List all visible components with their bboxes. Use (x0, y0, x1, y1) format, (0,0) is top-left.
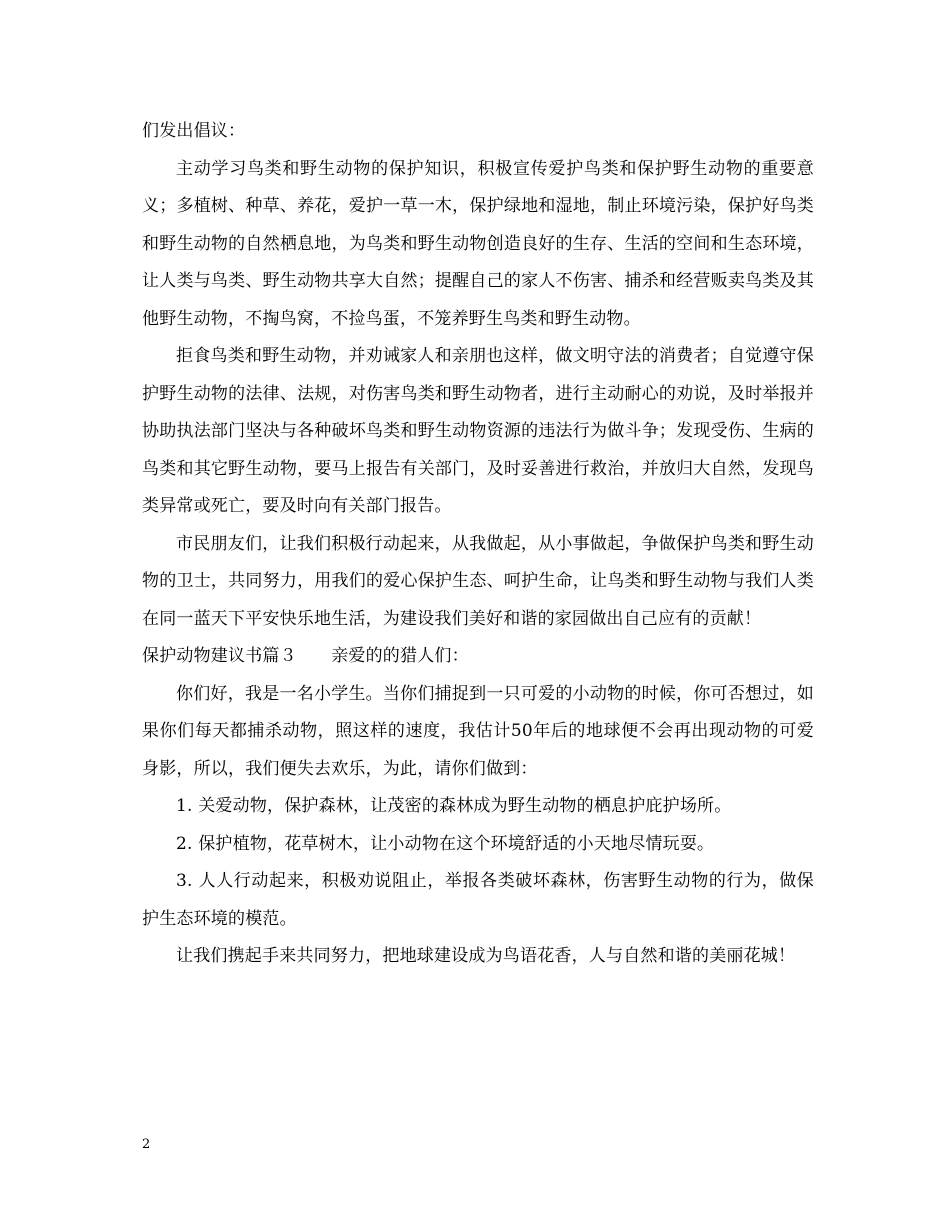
paragraph-call-to-action: 市民朋友们，让我们积极行动起来，从我做起，从小事做起，争做保护鸟类和野生动物的卫士，共同努力，用我们的爱心保护生态、呵护生命，让鸟类和野生动物与我们人类在同一蓝天下平安快乐地生活，为建设我们美好和谐的家园做出自己应有的贡献！ (142, 533, 814, 629)
list-item-2: 2. 保护植物，花草树木，让小动物在这个环境舒适的小天地尽情玩耍。 (176, 833, 715, 854)
paragraph-refuse-eat: 拒食鸟类和野生动物，并劝诫家人和亲朋也这样，做文明守法的消费者；自觉遵守保护野生动物的法律、法规，对伤害鸟类和野生动物者，进行主动耐心的劝说，及时举报并协助执法部门坚决与各种破坏鸟类和野生动物资源的违法行为做斗争；发现受伤、生病的鸟类和其它野生动物，要马上报告有关部门，及时妥善进行救治，并放归大自然，发现鸟类异常或死亡，要及时向有关部门报告。 (142, 346, 814, 516)
list-item-1: 1. 关爱动物，保护森林，让茂密的森林成为野生动物的栖息护庇护场所。 (176, 796, 732, 816)
list-item-3: 3. 人人行动起来，积极劝说阻止，举报各类破坏森林，伤害野生动物的行为，做保护生态环境的模范。 (142, 871, 814, 929)
document-body (142, 113, 814, 976)
paragraph-closing: 让我们携起手来共同努力，把地球建设成为鸟语花香，人与自然和谐的美丽花城！ (176, 946, 796, 966)
section-title: 保护动物建议书篇３ 亲爱的的猎人们： (142, 646, 469, 666)
page-number: 2 (142, 1137, 151, 1152)
paragraph-greeting: 你们好，我是一名小学生。当你们捕捉到一只可爱的小动物的时候，你可否想过，如果你们每天都捕杀动物，照这样的速度，我估计50年后的地球便不会再出现动物的可爱身影，所以，我们便失去欢乐，为此，请你们做到： (142, 683, 814, 779)
paragraph-learn-protect: 主动学习鸟类和野生动物的保护知识，积极宣传爱护鸟类和保护野生动物的重要意义；多植树、种草、养花，爱护一草一木，保护绿地和湿地，制止环境污染，保护好鸟类和野生动物的自然栖息地，为鸟类和野生动物创造良好的生存、生活的空间和生态环境，让人类与鸟类、野生动物共享大自然；提醒自己的家人不伤害、捕杀和经营贩卖鸟类及其他野生动物，不掏鸟窝，不捡鸟蛋，不笼养野生鸟类和野生动物。 (142, 158, 814, 329)
paragraph-opening: 们发出倡议： (142, 121, 246, 141)
